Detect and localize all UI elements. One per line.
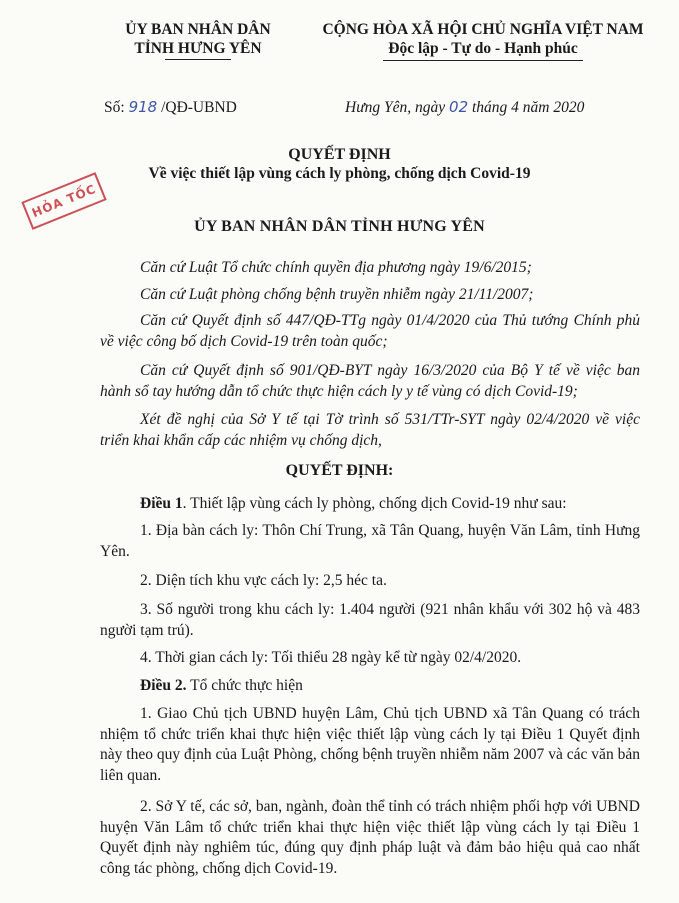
article-1-item-2: 2. Diện tích khu vực cách ly: 2,5 héc ta. (140, 572, 387, 589)
nation-line-1: CỘNG HÒA XÃ HỘI CHỦ NGHĨA VIỆT NAM (322, 21, 644, 38)
agency-underline (165, 59, 231, 60)
article-2-label: Điều 2. (140, 677, 187, 694)
nation-header (308, 20, 658, 61)
article-2-item-2: 2. Sở Y tế, các sở, ban, ngành, đoàn thể tỉnh có trách nhiệm phối hợp với UBND huyện Văn Lâm tổ chức triển khai thực hiện việc thiết lập vùng cách ly tại Điều 1 Quyết định này nghiêm túc, đúng quy định pháp luật và đảm bảo hiệu quả cao nhất công tác phòng, chống dịch Covid-19. (100, 798, 640, 877)
handwritten-day: 02 (449, 98, 469, 116)
handwritten-number: 918 (128, 98, 158, 116)
basis-4: Căn cứ Quyết định số 901/QĐ-BYT ngày 16/3/2020 của Bộ Y tế về việc ban hành sổ tay hướng dẫn tổ chức thực hiện cách ly y tế vùng có dịch Covid-19; (100, 362, 640, 400)
agency-header (88, 20, 308, 60)
article-1-label: Điều 1 (140, 495, 183, 512)
basis-5: Xét đề nghị của Sở Y tế tại Tờ trình số 531/TTr-SYT ngày 02/4/2020 về việc triển khai khẩn cấp các nhiệm vụ chống dịch, (100, 411, 640, 449)
agency-line-2: TỈNH HƯNG YÊN (134, 40, 262, 57)
document-date: Hưng Yên, ngày 02 tháng 4 năm 2020 (345, 98, 585, 116)
agency-line-1: ỦY BAN NHÂN DÂN (125, 21, 271, 38)
urgent-stamp: HỎA TỐC (21, 172, 106, 230)
article-1-item-3: 3. Số người trong khu cách ly: 1.404 người (921 nhân khẩu với 302 hộ và 483 người tạm trú). (100, 601, 640, 639)
motto-underline (383, 60, 583, 61)
article-1-item-4: 4. Thời gian cách ly: Tối thiểu 28 ngày kể từ ngày 02/4/2020. (140, 649, 522, 666)
article-2-heading: Điều 2. Tổ chức thực hiện (140, 677, 303, 694)
article-1-item-1: 1. Địa bàn cách ly: Thôn Chí Trung, xã Tân Quang, huyện Văn Lâm, tỉnh Hưng Yên. (100, 522, 640, 560)
decision-heading: QUYẾT ĐỊNH: (285, 462, 394, 479)
issuer-heading: ỦY BAN NHÂN DÂN TỈNH HƯNG YÊN (194, 218, 485, 235)
article-1-heading: Điều 1. Thiết lập vùng cách ly phòng, chống dịch Covid-19 như sau: (140, 495, 567, 512)
basis-1: Căn cứ Luật Tổ chức chính quyền địa phương ngày 19/6/2015; (140, 259, 532, 276)
document-number: Số: 918 /QĐ-UBND (104, 98, 237, 116)
article-2-item-1: 1. Giao Chủ tịch UBND huyện Lâm, Chủ tịch UBND xã Tân Quang có trách nhiệm tổ chức triển khai thực hiện việc thiết lập vùng cách ly tại Điều 1 Quyết định này theo quy định của Luật Phòng, chống bệnh truyền nhiễm năm 2007 và các văn bản liên quan. (100, 705, 640, 784)
document-title: QUYẾT ĐỊNH (288, 146, 391, 163)
basis-3: Căn cứ Quyết định số 447/QĐ-TTg ngày 01/4/2020 của Thủ tướng Chính phủ về việc công bố dịch Covid-19 trên toàn quốc; (100, 312, 640, 350)
document-subtitle: Về việc thiết lập vùng cách ly phòng, chống dịch Covid-19 (148, 165, 531, 182)
basis-2: Căn cứ Luật phòng chống bệnh truyền nhiễm ngày 21/11/2007; (140, 286, 534, 303)
nation-motto: Độc lập - Tự do - Hạnh phúc (388, 40, 578, 57)
